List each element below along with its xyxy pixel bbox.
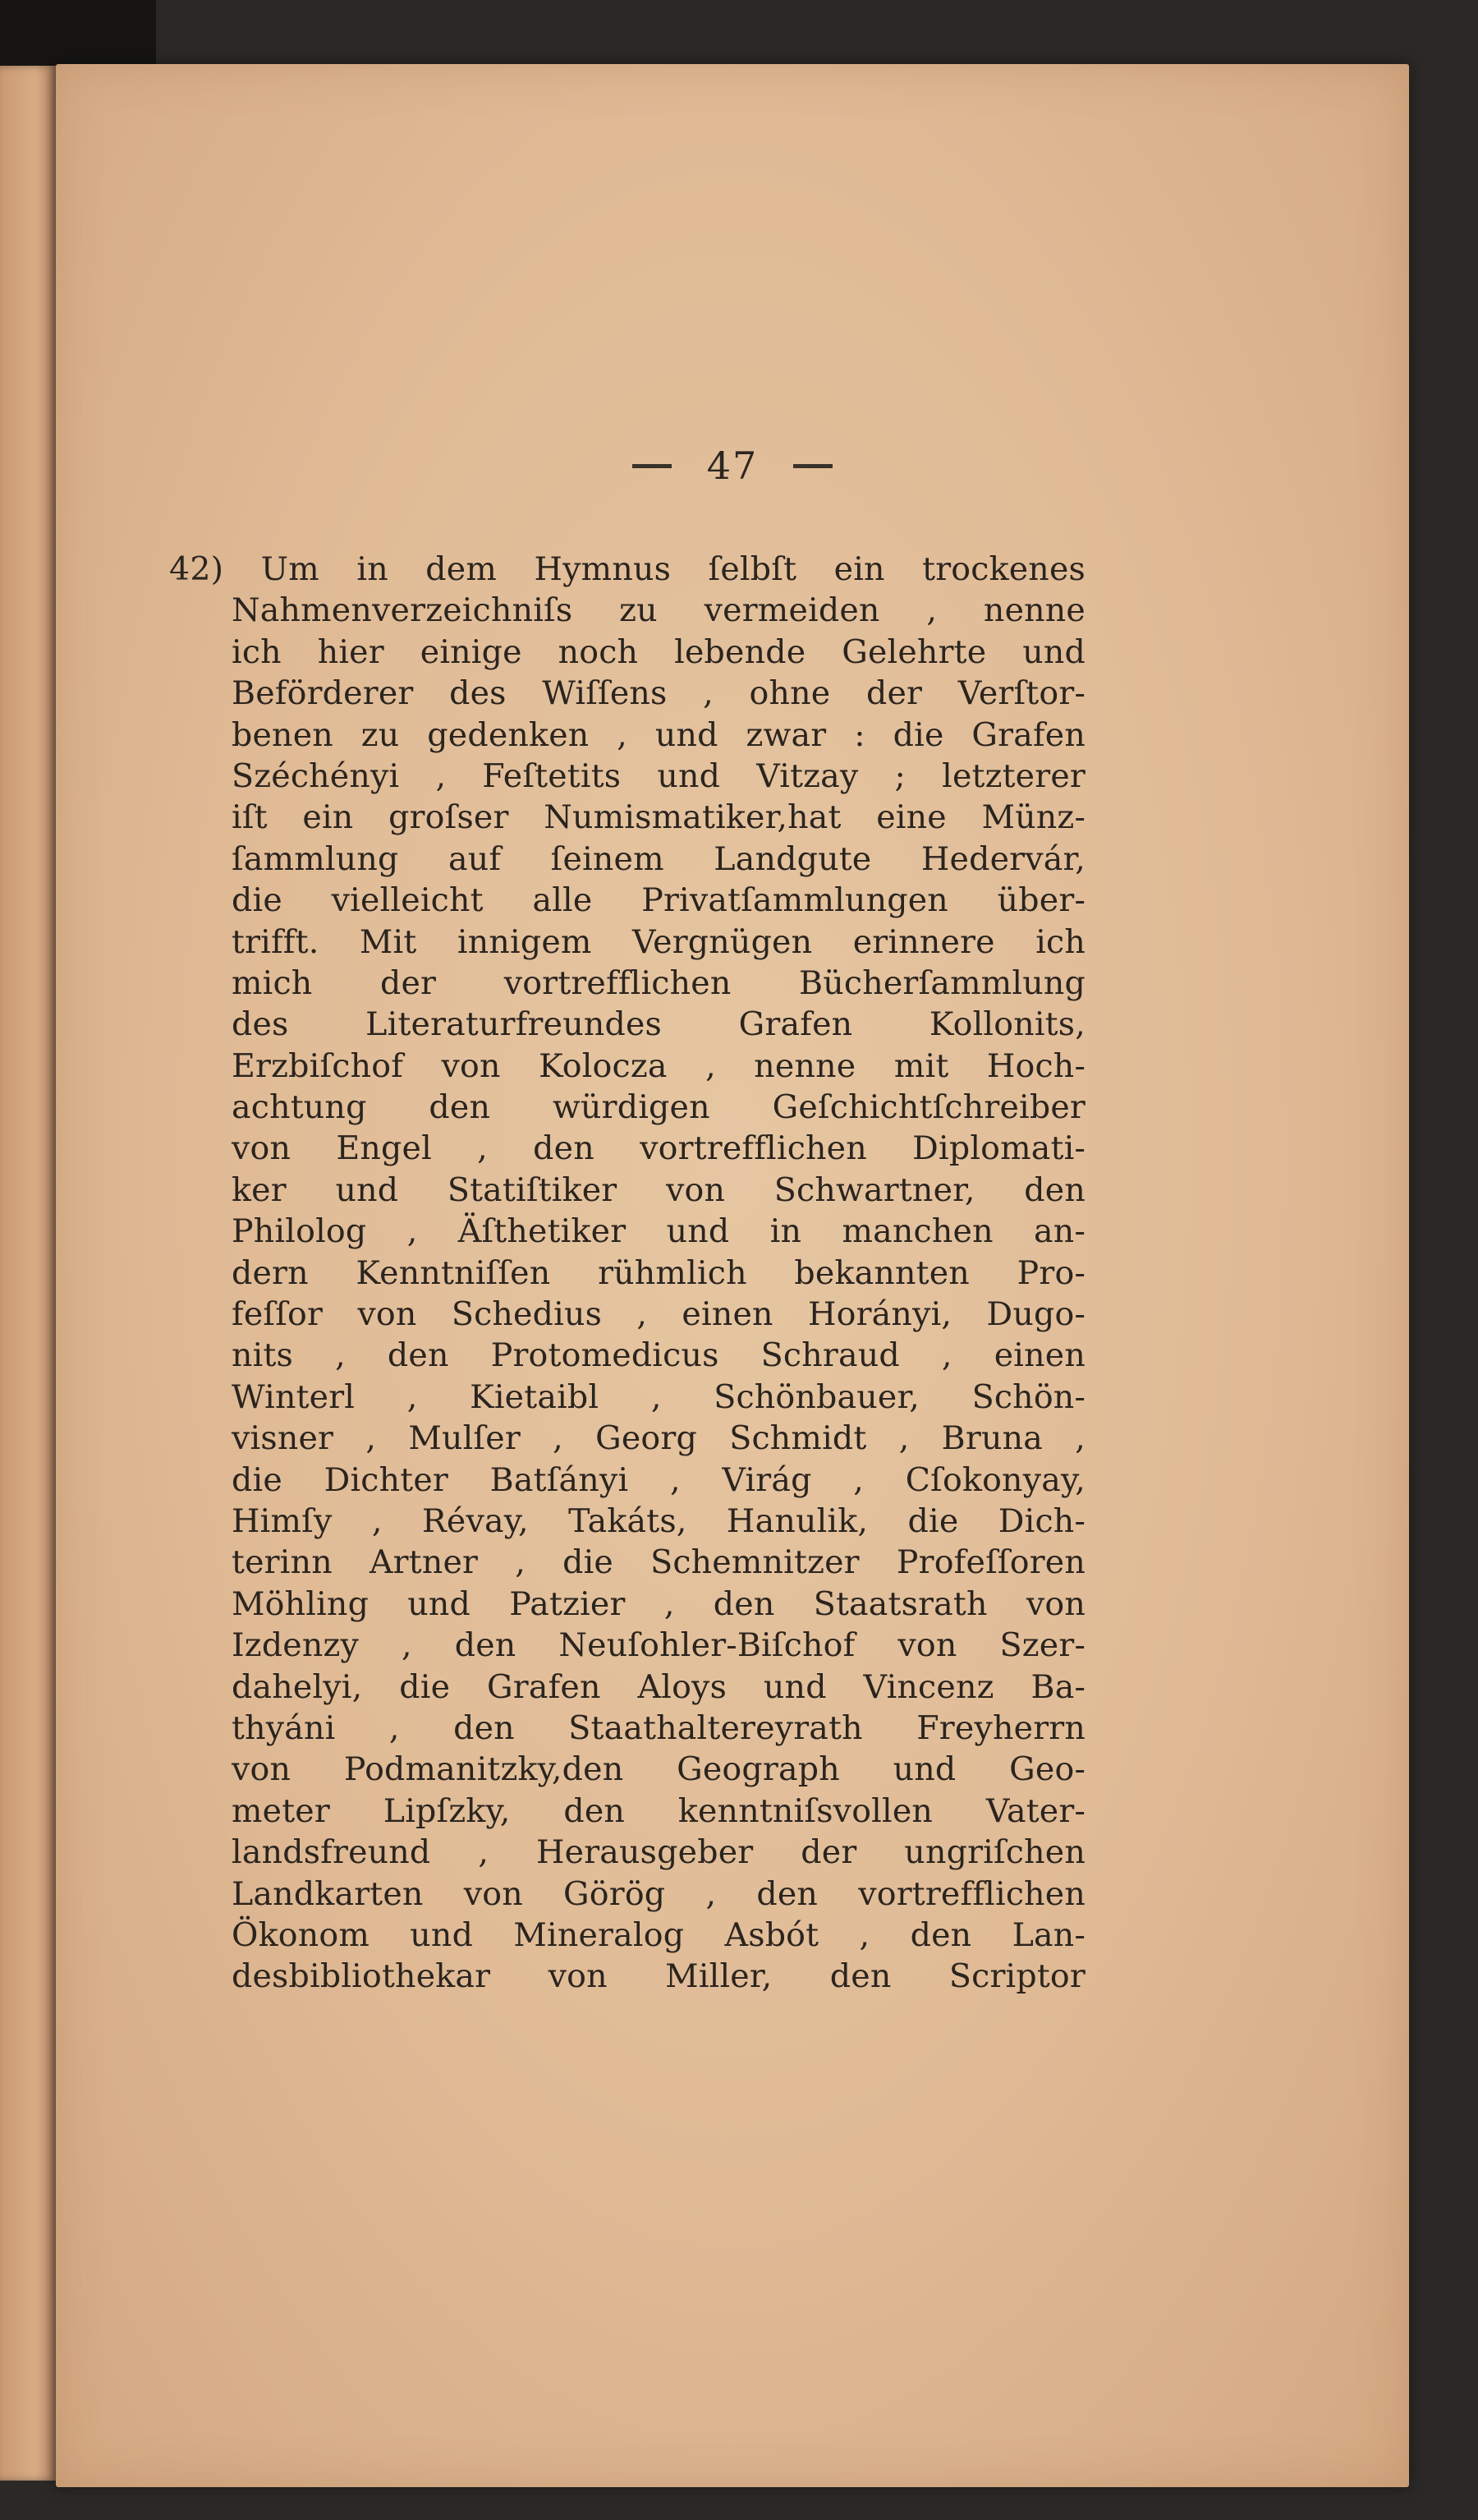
page-header — [56, 444, 1409, 488]
footnote-line: iſt ein groſser Numismatiker,hat eine Münz- — [232, 798, 1086, 837]
footnote-line: desbibliothekar von Miller, den Scriptor — [232, 1957, 1086, 1996]
book-page — [56, 64, 1409, 2487]
footnote-line: trifft. Mit innigem Vergnügen erinnere ich — [232, 922, 1086, 961]
footnote-line: terinn Artner , die Schemnitzer Profeſſoren — [232, 1543, 1086, 1582]
page-number: 47 — [706, 444, 759, 488]
footnote-line: Ökonom und Mineralog Asbót , den Lan- — [232, 1915, 1086, 1954]
footnote-line: dern Kenntniſſen rühmlich bekannten Pro- — [232, 1253, 1086, 1292]
footnote-line: meter Lipſzky, den kenntniſsvollen Vater- — [232, 1791, 1086, 1830]
previous-page-edge — [0, 66, 57, 2481]
footnote-line: ſammlung auf ſeinem Landgute Hedervár, — [232, 839, 1086, 878]
footnote-line: dahelyi, die Grafen Aloys und Vincenz Ba- — [232, 1667, 1086, 1706]
footnote-line: mich der vortrefflichen Bücherſammlung — [232, 963, 1086, 1002]
footnote-line: Nahmenverzeichniſs zu vermeiden , nenne — [232, 591, 1086, 630]
footnote-line: des Literaturfreundes Grafen Kollonits, — [232, 1005, 1086, 1044]
footnote-line: die vielleicht alle Privatſammlungen über- — [232, 881, 1086, 920]
footnote-line: Möhling und Patzier , den Staatsrath von — [232, 1584, 1086, 1623]
page-number-dash-right — [793, 464, 833, 468]
scan-background-corner — [0, 0, 156, 66]
footnote-line: Landkarten von Görög , den vortrefflichen — [232, 1874, 1086, 1913]
footnote-line: ker und Statiſtiker von Schwartner, den — [232, 1170, 1086, 1209]
footnote-line: Erzbiſchof von Kolocza , nenne mit Hoch- — [232, 1046, 1086, 1085]
footnote-line: Winterl , Kietaibl , Schönbauer, Schön- — [232, 1377, 1086, 1416]
footnote-line: ich hier einige noch lebende Gelehrte und — [232, 632, 1086, 671]
footnote-body — [169, 549, 1086, 1998]
footnote-line: nits , den Protomedicus Schraud , einen — [232, 1336, 1086, 1375]
footnote-line: von Podmanitzky,den Geograph und Geo- — [232, 1750, 1086, 1789]
footnote-line: Beförderer des Wiſſens , ohne der Verſtor- — [232, 674, 1086, 713]
footnote-line: Izdenzy , den Neuſohler-Biſchof von Szer- — [232, 1626, 1086, 1665]
footnote-line: Philolog , Äſthetiker und in manchen an- — [232, 1212, 1086, 1251]
footnote-line: die Dichter Batſányi , Virág , Cſokonyay, — [232, 1460, 1086, 1499]
footnote-line: feſſor von Schedius , einen Horányi, Dugo- — [232, 1295, 1086, 1334]
footnote-line: Himſy , Révay, Takáts, Hanulik, die Dich- — [232, 1501, 1086, 1540]
footnote-line: achtung den würdigen Geſchichtſchreiber — [232, 1088, 1086, 1127]
footnote-line: 42) Um in dem Hymnus ſelbſt ein trockenes — [169, 550, 1086, 588]
footnote-line: von Engel , den vortrefflichen Diplomati- — [232, 1129, 1086, 1168]
footnote-line: landsfreund , Herausgeber der ungriſchen — [232, 1833, 1086, 1872]
footnote-line: thyáni , den Staathaltereyrath Freyherrn — [232, 1708, 1086, 1747]
footnote-line: benen zu gedenken , und zwar : die Grafen — [232, 715, 1086, 754]
page-number-dash-left — [632, 464, 672, 468]
footnote-line: visner , Mulſer , Georg Schmidt , Bruna , — [232, 1419, 1086, 1458]
footnote-line: Széchényi , Feſtetits und Vitzay ; letzterer — [232, 756, 1086, 795]
